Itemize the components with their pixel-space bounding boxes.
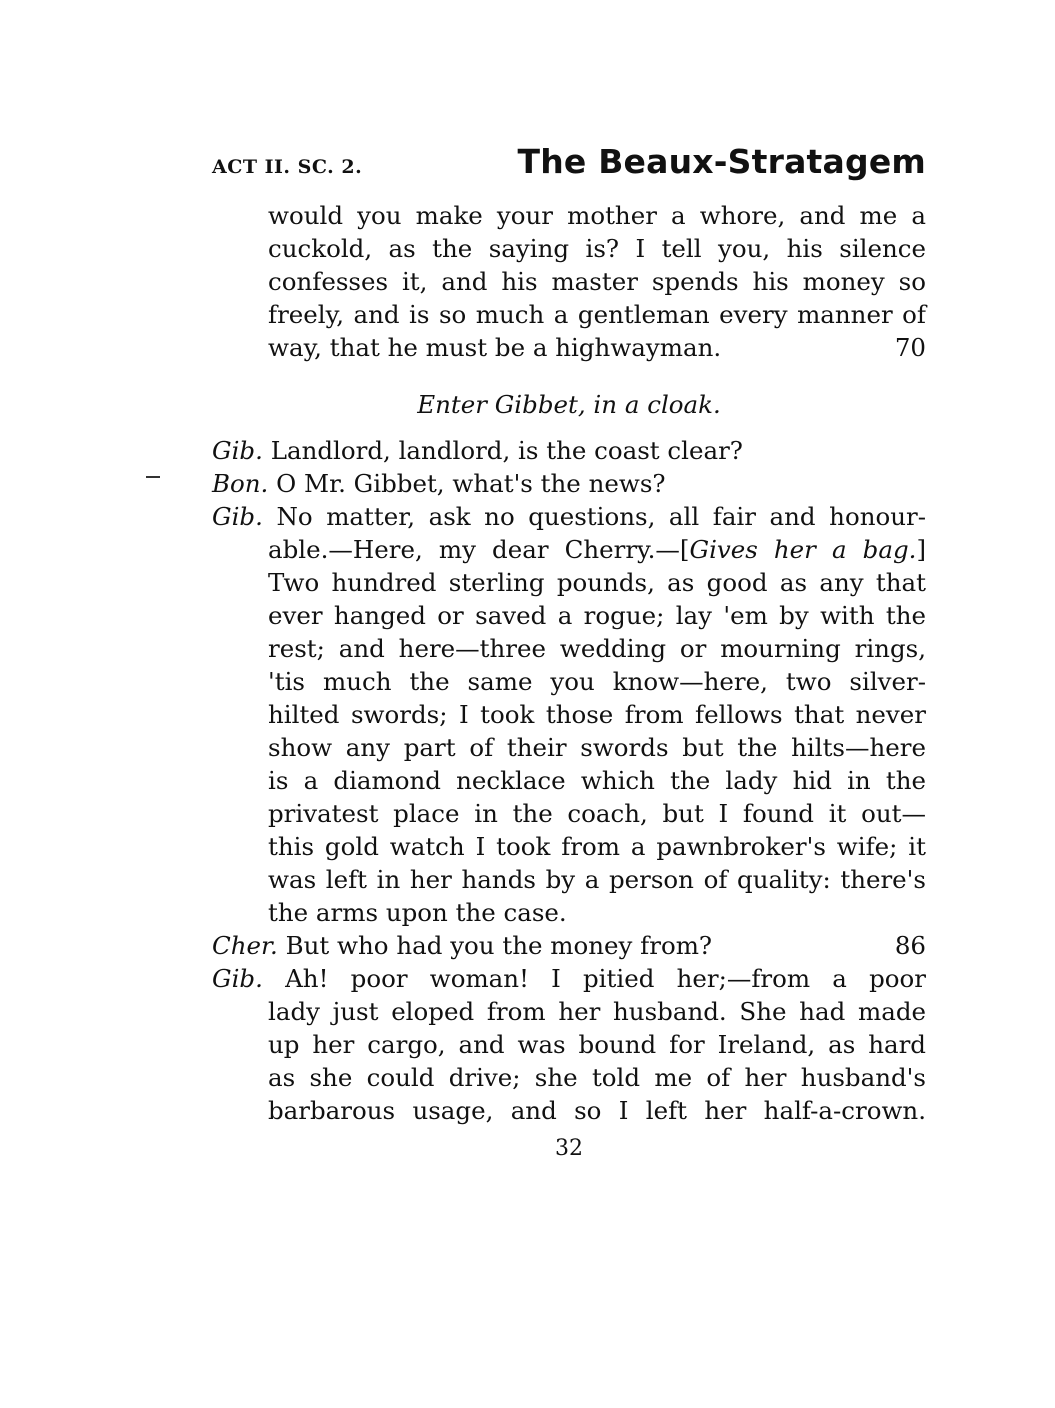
text-line: as she could drive; she told me of her husband's [268, 1063, 926, 1092]
act-scene-label: ACT II. SC. 2. [212, 156, 363, 178]
text-line: freely, and is so much a gentleman every manner of [268, 300, 926, 329]
text-line: up her cargo, and was bound for Ireland, as hard [268, 1030, 926, 1059]
margin-mark [146, 476, 160, 478]
line-text: way, that he must be a highwayman. [268, 333, 722, 362]
text-line: lady just eloped from her husband. She had made [268, 997, 926, 1026]
speech-text: O Mr. Gibbet, what's the news? [276, 469, 666, 498]
text-line: would you make your mother a whore, and me a [268, 201, 926, 230]
speech-text: No matter, ask no questions, all fair and honour- [276, 502, 926, 531]
speech-line [212, 929, 926, 962]
text-line: ever hanged or saved a rogue; lay 'em by with the [268, 601, 926, 630]
stage-direction: Enter Gibbet, in a cloak. [417, 390, 721, 419]
text-line: barbarous usage, and so I left her half-a-crown. [268, 1096, 926, 1125]
speech-line [212, 500, 926, 533]
speaker-name: Gib. [212, 436, 263, 465]
play-title: The Beaux-Stratagem [517, 142, 926, 181]
text-line: show any part of their swords but the hilts—here [268, 733, 926, 762]
page-number: 32 [555, 1136, 583, 1161]
text-line: was left in her hands by a person of quality: there's [268, 865, 926, 894]
text-line: rest; and here—three wedding or mourning rings, [268, 634, 926, 663]
text-line [268, 331, 926, 364]
stage-direction-inline: Gives her a bag. [689, 535, 917, 564]
text-line: hilted swords; I took those from fellows that never [268, 700, 926, 729]
line-number: 70 [894, 333, 926, 362]
speaker-name: Gib. [212, 502, 263, 531]
text-line: cuckold, as the saying is? I tell you, his silence [268, 234, 926, 263]
text-line: Two hundred sterling pounds, as good as any that [268, 568, 926, 597]
text-line: the arms upon the case. [268, 898, 567, 927]
text-line: 'tis much the same you know—here, two silver- [268, 667, 926, 696]
bracket-close: ] [916, 535, 927, 564]
line-text: able.—Here, my dear Cherry.—[ [268, 535, 690, 564]
running-head [212, 142, 926, 186]
speaker-name: Bon. [212, 469, 269, 498]
speech-line [212, 962, 926, 995]
text-line: this gold watch I took from a pawnbroker's wife; it [268, 832, 926, 861]
line-number: 86 [894, 931, 926, 960]
text-line [268, 533, 926, 566]
text-line: confesses it, and his master spends his money so [268, 267, 926, 296]
text-line: is a diamond necklace which the lady hid in the [268, 766, 926, 795]
speech-text: Ah! poor woman! I pitied her;—from a poor [285, 964, 927, 993]
speech-text: But who had you the money from? [285, 931, 713, 960]
speech-text: Landlord, landlord, is the coast clear? [270, 436, 743, 465]
speech-line [212, 434, 926, 467]
speech-line [212, 467, 926, 500]
speaker-name: Gib. [212, 964, 263, 993]
speaker-name: Cher. [212, 931, 278, 960]
text-line: privatest place in the coach, but I found it out— [268, 799, 926, 828]
